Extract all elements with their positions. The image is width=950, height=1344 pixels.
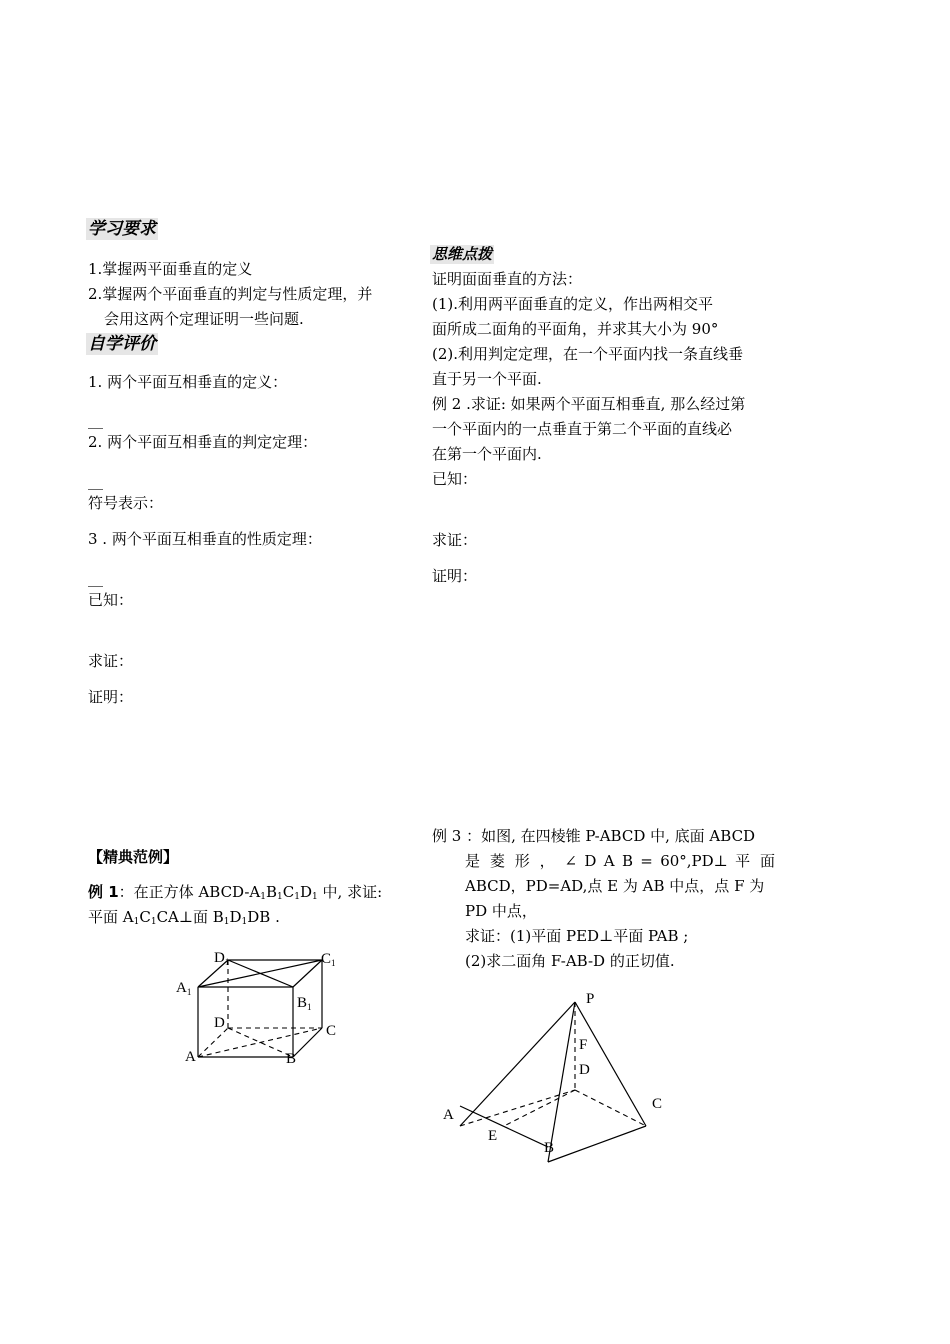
answer-blank-3: __ bbox=[88, 569, 103, 587]
example-2-line-1: 例 2 .求证: 如果两个平面互相垂直, 那么经过第 bbox=[432, 395, 746, 413]
question-2: 2. 两个平面互相垂直的判定定理： bbox=[88, 433, 318, 451]
label-P: P bbox=[586, 991, 595, 1007]
label-F: F bbox=[579, 1037, 588, 1053]
left-to-prove: 求证： bbox=[88, 652, 134, 670]
question-1: 1. 两个平面互相垂直的定义： bbox=[88, 373, 288, 391]
tips-line-5: 直于另一个平面. bbox=[432, 370, 542, 388]
edge-BC bbox=[293, 1028, 322, 1057]
requirement-1: 1.掌握两平面垂直的定义 bbox=[88, 260, 253, 278]
answer-blank-2: __ bbox=[88, 472, 103, 490]
heading-study-requirements: 学习要求 bbox=[88, 219, 156, 239]
example-3-line-4: PD 中点， bbox=[465, 902, 537, 920]
label-D: D bbox=[579, 1062, 590, 1078]
examples-heading: 【精典范例】 bbox=[88, 848, 179, 866]
label-A: A bbox=[443, 1107, 454, 1123]
cube-figure bbox=[170, 940, 350, 1070]
diag-AC bbox=[198, 1028, 322, 1057]
left-known: 已知： bbox=[88, 591, 134, 609]
example-1-line-1: 例 1：在正方体 ABCD-$A_1B_1C_1D_1$ 中, 求证: bbox=[88, 883, 383, 902]
requirement-2-line-1: 2.掌握两个平面垂直的判定与性质定理，并 bbox=[88, 285, 373, 303]
tips-line-4: (2).利用判定定理，在一个平面内找一条直线垂 bbox=[432, 345, 744, 363]
label-B: B bbox=[544, 1140, 555, 1156]
label-B1: $B_1$ bbox=[297, 995, 312, 1012]
heading-thinking-tips: 思维点拨 bbox=[432, 245, 493, 263]
edge-AD bbox=[198, 1028, 228, 1057]
tips-line-1: 证明面面垂直的方法： bbox=[432, 270, 583, 288]
left-proof: 证明： bbox=[88, 688, 134, 706]
heading-self-assessment: 自学评价 bbox=[88, 334, 156, 354]
tips-line-2: (1).利用两平面垂直的定义，作出两相交平 bbox=[432, 295, 714, 313]
example-3-line-3: ABCD，PD=AD,点 E 为 AB 中点，点 F 为 bbox=[465, 877, 765, 895]
answer-blank-1: __ bbox=[88, 411, 103, 429]
example-3-line-6: (2)求二面角 F-AB-D 的正切值. bbox=[465, 952, 675, 970]
right-known: 已知： bbox=[432, 470, 478, 488]
example-2-line-3: 在第一个平面内. bbox=[432, 445, 542, 463]
label-B: B bbox=[286, 1051, 297, 1067]
label-D: D bbox=[214, 1015, 225, 1031]
line-DE bbox=[504, 1090, 575, 1126]
example-2-line-2: 一个平面内的一点垂直于第二个平面的直线必 bbox=[432, 420, 733, 438]
question-3: 3 . 两个平面互相垂直的性质定理： bbox=[88, 530, 322, 548]
label-C: C bbox=[326, 1023, 337, 1039]
example-1-label: 例 1 bbox=[88, 883, 119, 901]
label-A: A bbox=[185, 1049, 196, 1065]
right-proof: 证明： bbox=[432, 567, 478, 585]
symbol-notation: 符号表示： bbox=[88, 494, 164, 512]
right-to-prove: 求证： bbox=[432, 531, 478, 549]
requirement-2-line-2: 会用这两个定理证明一些问题. bbox=[104, 310, 304, 328]
label-C1: $C_1$ bbox=[321, 951, 336, 968]
label-E: E bbox=[488, 1128, 498, 1144]
edge-B1C1 bbox=[293, 960, 322, 987]
diag-B1D1 bbox=[228, 960, 293, 987]
example-1-line-2: 平面 $A_1C_1CA\perp$面 $B_1D_1DB$ . bbox=[88, 908, 280, 927]
example-3-line-5: 求证：(1)平面 PED⊥平面 PAB ; bbox=[465, 927, 689, 945]
label-D1: $D_1$ bbox=[214, 950, 230, 967]
label-C: C bbox=[652, 1096, 663, 1112]
label-A1: $A_1$ bbox=[176, 980, 192, 997]
pyramid-figure bbox=[430, 985, 690, 1185]
example-3-line-2: 是 菱 形 ， ∠ D A B = 60°,PD⊥ 平 面 bbox=[465, 852, 775, 870]
example-3-line-1: 例 3 ：如图, 在四棱锥 P-ABCD 中, 底面 ABCD bbox=[432, 827, 756, 845]
edge-BC bbox=[548, 1126, 646, 1162]
tips-line-3: 面所成二面角的平面角，并求其大小为 90° bbox=[432, 320, 719, 338]
